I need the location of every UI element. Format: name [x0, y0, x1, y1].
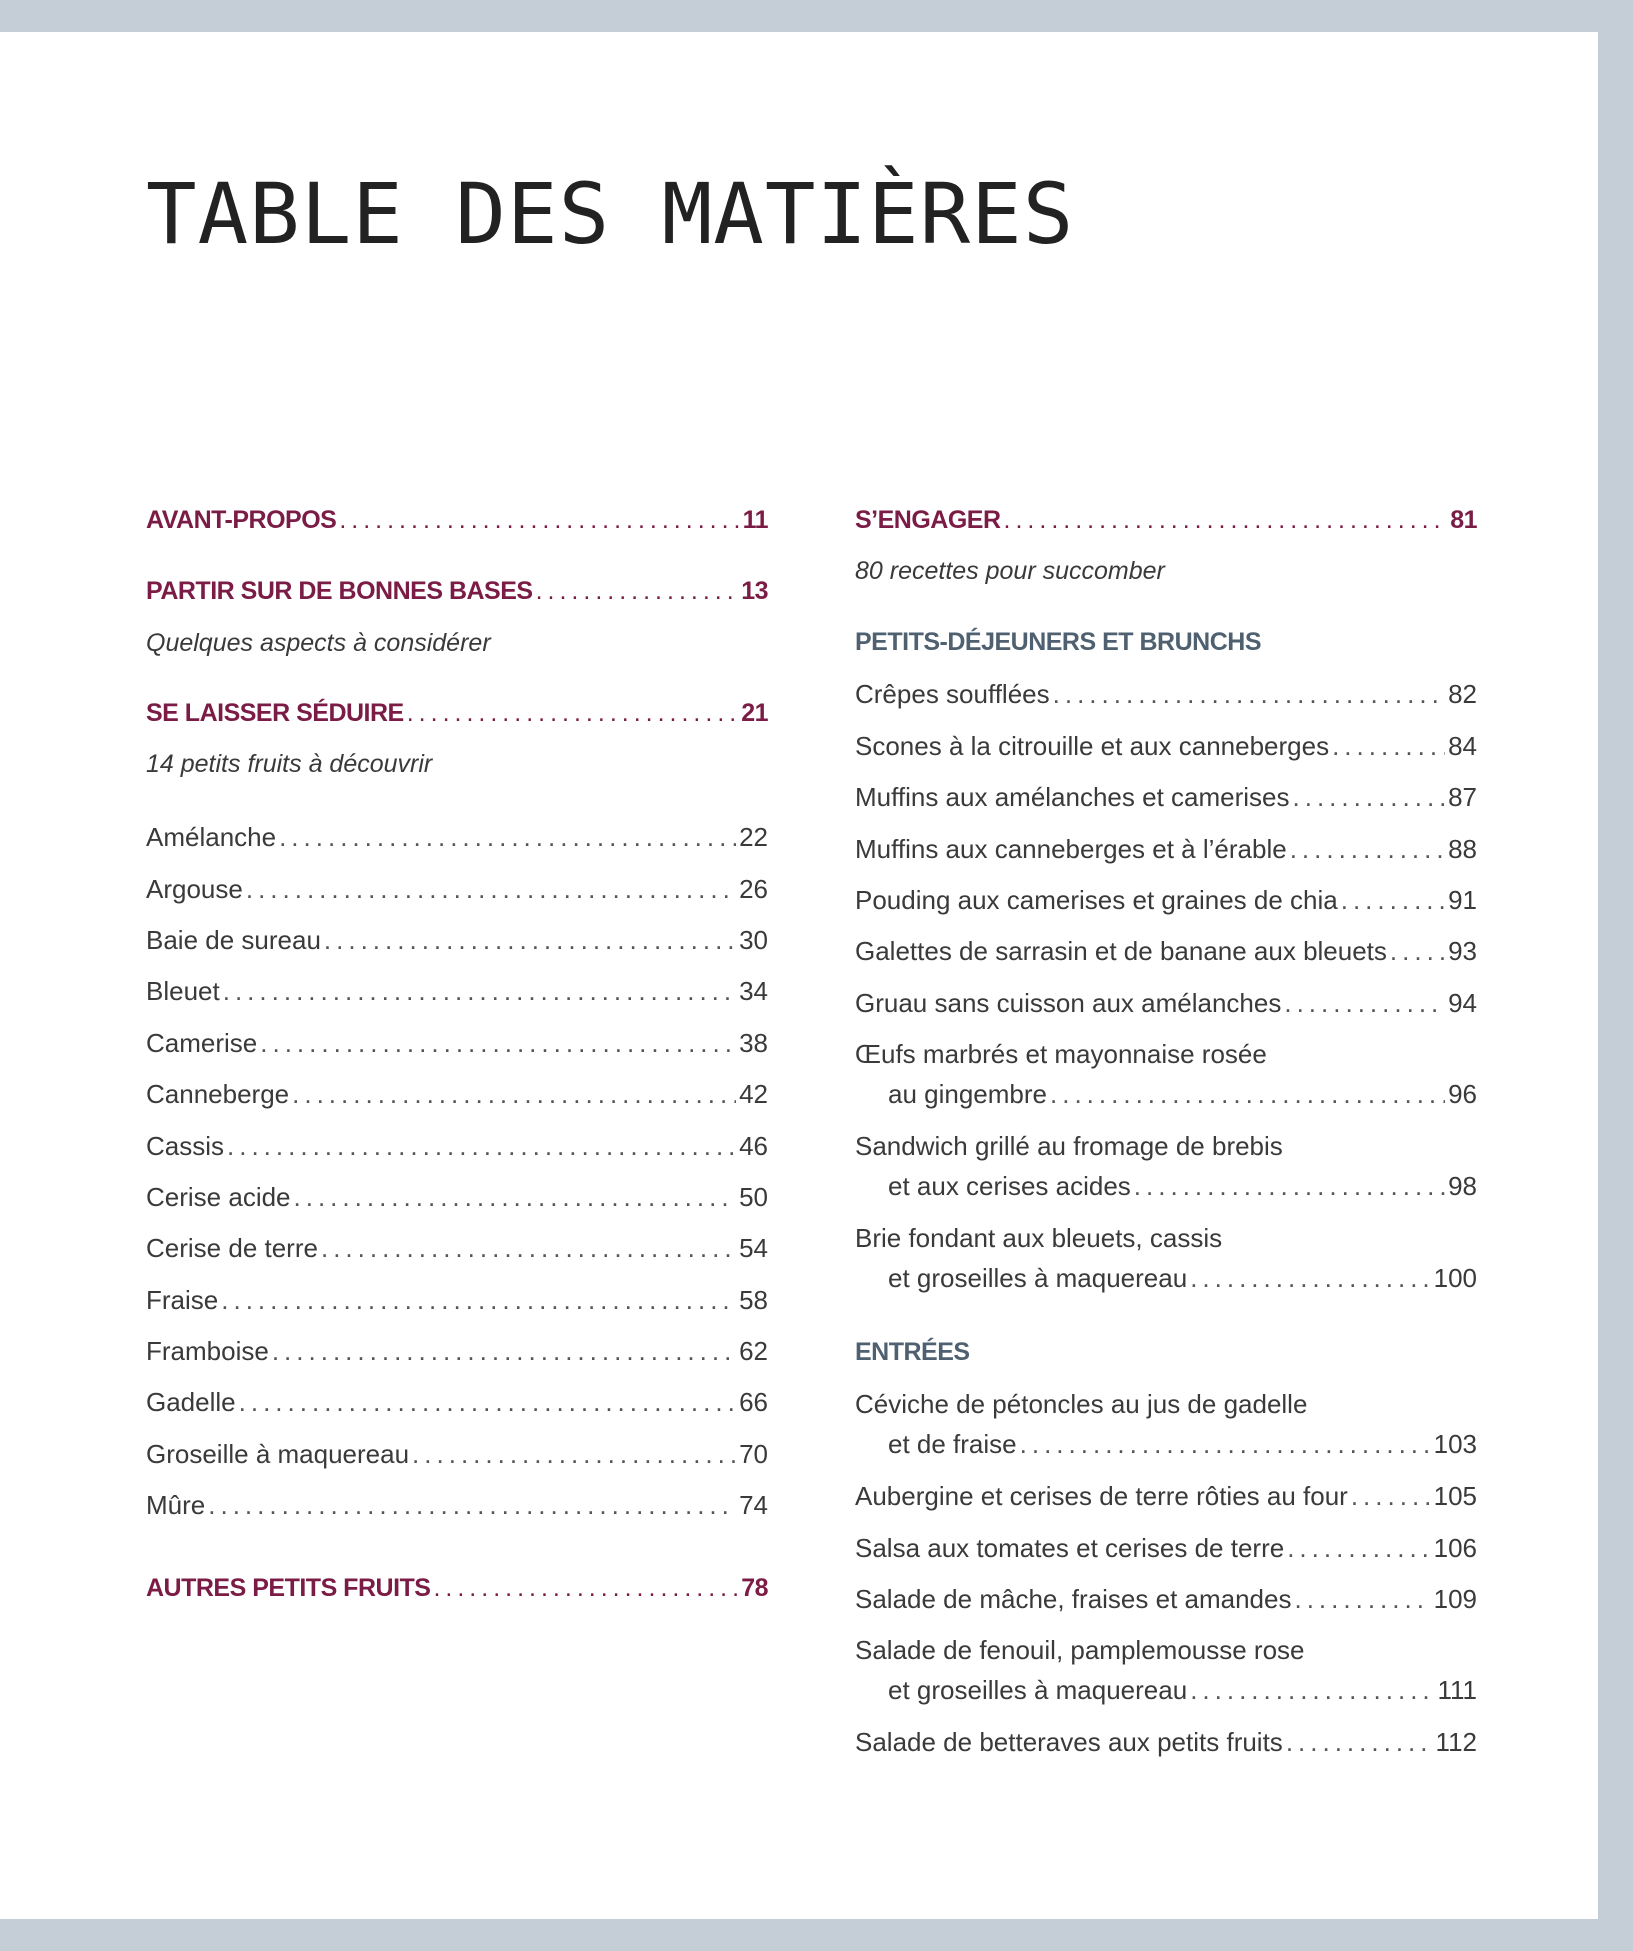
dot-leader	[208, 1489, 736, 1521]
toc-entry-label: Brie fondant aux bleuets, cassis	[855, 1223, 1223, 1254]
toc-entry-label: Cassis	[146, 1130, 225, 1161]
toc-entry-fruit[interactable]	[146, 1232, 768, 1283]
toc-entry-label-continued: et groseilles à maquereau	[888, 1675, 1188, 1706]
toc-entry-label: Cerise acide	[146, 1181, 291, 1212]
dot-leader	[1050, 1078, 1445, 1110]
toc-entry-label-continued: et groseilles à maquereau	[888, 1263, 1188, 1294]
toc-entry-fruit[interactable]	[146, 1078, 768, 1129]
dot-leader	[260, 1027, 736, 1059]
toc-section-subtitle: Quelques aspects à considérer	[146, 628, 491, 657]
toc-page-number: 13	[741, 577, 768, 606]
toc-entry-label: Salade de mâche, fraises et amandes	[855, 1583, 1292, 1614]
toc-entry-label: Scones à la citrouille et aux canneberges	[855, 730, 1330, 761]
dot-leader	[324, 924, 736, 956]
toc-page-number: 46	[739, 1130, 768, 1161]
toc-page-number: 109	[1433, 1583, 1477, 1614]
toc-entry-label: Aubergine et cerises de terre rôties au four	[855, 1481, 1348, 1512]
toc-page-number: 30	[739, 924, 768, 955]
toc-entry-label: Canneberge	[146, 1079, 290, 1110]
toc-page-number: 98	[1448, 1171, 1477, 1202]
toc-page-number: 38	[739, 1027, 768, 1058]
toc-page-number: 111	[1437, 1675, 1477, 1706]
toc-section-autres[interactable]	[146, 1572, 768, 1623]
toc-entry-label: Camerise	[146, 1027, 258, 1058]
toc-right-column	[855, 504, 1477, 1778]
dot-leader	[1134, 1170, 1445, 1202]
toc-entry-label-continued: et aux cerises acides	[888, 1171, 1131, 1202]
dot-leader	[339, 504, 739, 536]
toc-entry-label: Sandwich grillé au fromage de brebis	[855, 1131, 1283, 1162]
toc-page-number: 84	[1448, 730, 1477, 761]
dot-leader	[223, 975, 736, 1007]
dot-leader	[1290, 833, 1445, 865]
toc-page-number: 106	[1433, 1532, 1477, 1563]
dot-leader	[1004, 504, 1448, 536]
toc-page-number: 54	[739, 1233, 768, 1264]
toc-entry-fruit[interactable]	[146, 873, 768, 924]
toc-entry-recipe[interactable]	[855, 935, 1477, 986]
toc-entry-recipe[interactable]	[855, 987, 1477, 1038]
toc-entry-recipe[interactable]	[855, 781, 1477, 832]
dot-leader	[321, 1232, 736, 1264]
toc-entry-fruit[interactable]	[146, 1335, 768, 1386]
toc-entry-fruit[interactable]	[146, 1386, 768, 1437]
toc-entry-recipe[interactable]	[855, 678, 1477, 729]
toc-page-number: 91	[1448, 884, 1477, 915]
dot-leader	[221, 1284, 736, 1316]
toc-page-number: 88	[1448, 833, 1477, 864]
toc-page-number: 26	[739, 873, 768, 904]
toc-entry-label: Pouding aux camerises et graines de chia	[855, 884, 1338, 915]
toc-heading-petits-dejeuners: PETITS-DÉJEUNERS ET BRUNCHS	[855, 628, 1261, 657]
toc-section-avant-propos[interactable]	[146, 504, 768, 555]
dot-leader	[536, 575, 739, 607]
toc-entry-label-continued: au gingembre	[888, 1079, 1047, 1110]
toc-entry-label: Muffins aux canneberges et à l’érable	[855, 833, 1287, 864]
toc-entry-fruit[interactable]	[146, 1284, 768, 1335]
dot-leader	[1053, 678, 1445, 710]
toc-page-number: 112	[1435, 1727, 1477, 1758]
dot-leader	[246, 873, 736, 905]
toc-section-engager[interactable]	[855, 504, 1477, 555]
toc-entry-fruit[interactable]	[146, 975, 768, 1026]
toc-page-number: 94	[1448, 987, 1477, 1018]
toc-entry-label: Cerise de terre	[146, 1233, 318, 1264]
toc-page-number: 81	[1450, 506, 1477, 534]
toc-section-label: PARTIR SUR DE BONNES BASES	[146, 577, 533, 606]
toc-entry-recipe-multiline[interactable]	[855, 1634, 1477, 1726]
toc-section-subtitle: 80 recettes pour succomber	[855, 557, 1165, 586]
toc-entry-fruit[interactable]	[146, 821, 768, 872]
toc-page-number: 62	[739, 1336, 768, 1367]
toc-entry-recipe-multiline[interactable]	[855, 1038, 1477, 1130]
dot-leader	[1190, 1674, 1434, 1706]
toc-entry-fruit[interactable]	[146, 1438, 768, 1489]
toc-entry-recipe[interactable]	[855, 1583, 1477, 1634]
toc-heading-entrees: ENTRÉES	[855, 1338, 970, 1367]
toc-page-number: 105	[1433, 1481, 1477, 1512]
dot-leader	[412, 1438, 736, 1470]
toc-entry-fruit[interactable]	[146, 1027, 768, 1078]
toc-entry-fruit[interactable]	[146, 924, 768, 975]
dot-leader	[1020, 1428, 1431, 1460]
toc-entry-label: Gadelle	[146, 1387, 236, 1418]
toc-entry-label: Œufs marbrés et mayonnaise rosée	[855, 1039, 1267, 1070]
toc-entry-recipe[interactable]	[855, 1726, 1477, 1777]
dot-leader	[294, 1181, 737, 1213]
toc-page-number: 21	[741, 698, 768, 727]
dot-leader	[1286, 1726, 1433, 1758]
dot-leader	[292, 1078, 736, 1110]
dot-leader	[1390, 935, 1445, 967]
toc-entry-label: Bleuet	[146, 976, 220, 1007]
dot-leader	[1332, 730, 1445, 762]
toc-section-subtitle: 14 petits fruits à découvrir	[146, 750, 433, 779]
toc-entry-label: Baie de sureau	[146, 924, 321, 955]
dot-leader	[1351, 1480, 1431, 1512]
toc-entry-recipe[interactable]	[855, 730, 1477, 781]
toc-page-number: 22	[739, 822, 768, 853]
toc-entry-label: Framboise	[146, 1336, 269, 1367]
toc-entry-recipe-multiline[interactable]	[855, 1222, 1477, 1314]
toc-entry-recipe[interactable]	[855, 1532, 1477, 1583]
dot-leader	[1293, 781, 1446, 813]
toc-page-number: 58	[739, 1284, 768, 1315]
toc-entry-fruit[interactable]	[146, 1181, 768, 1232]
toc-entry-label: Muffins aux amélanches et camerises	[855, 782, 1290, 813]
dot-leader	[433, 1572, 738, 1604]
toc-section-label: AVANT-PROPOS	[146, 506, 337, 534]
toc-entry-label: Mûre	[146, 1490, 206, 1521]
toc-section-label: S’ENGAGER	[855, 506, 1001, 534]
toc-page-number: 50	[739, 1181, 768, 1212]
toc-page-number: 11	[742, 506, 768, 534]
toc-page-number: 74	[739, 1490, 768, 1521]
dot-leader	[1294, 1583, 1430, 1615]
toc-section-seduire[interactable]	[146, 697, 768, 748]
toc-entry-label: Argouse	[146, 873, 243, 904]
toc-entry-label: Céviche de pétoncles au jus de gadelle	[855, 1389, 1308, 1420]
toc-page-number: 66	[739, 1387, 768, 1418]
page	[0, 32, 1598, 1919]
dot-leader	[239, 1386, 736, 1418]
page-title: TABLE DES MATIÈRES	[146, 165, 1075, 263]
toc-entry-fruit[interactable]	[146, 1130, 768, 1181]
toc-entry-recipe-multiline[interactable]	[855, 1130, 1477, 1222]
toc-section-label: AUTRES PETITS FRUITS	[146, 1573, 431, 1602]
toc-entry-recipe[interactable]	[855, 884, 1477, 935]
toc-page-number: 78	[741, 1573, 768, 1602]
toc-section-partir[interactable]	[146, 575, 768, 626]
toc-page-number: 96	[1448, 1079, 1477, 1110]
dot-leader	[1287, 1532, 1430, 1564]
toc-entry-fruit[interactable]	[146, 1489, 768, 1540]
toc-entry-label-continued: et de fraise	[888, 1429, 1017, 1460]
toc-page-number: 82	[1448, 679, 1477, 710]
dot-leader	[1190, 1262, 1430, 1294]
toc-entry-label: Fraise	[146, 1284, 219, 1315]
dot-leader	[1341, 884, 1445, 916]
toc-entry-label: Amélanche	[146, 822, 277, 853]
toc-page-number: 87	[1448, 782, 1477, 813]
toc-entry-label: Salade de fenouil, pamplemousse rose	[855, 1635, 1305, 1666]
toc-entry-label: Crêpes soufflées	[855, 679, 1050, 710]
toc-page-number: 93	[1448, 936, 1477, 967]
toc-page-number: 103	[1433, 1429, 1477, 1460]
toc-page-number: 34	[739, 976, 768, 1007]
dot-leader	[1284, 987, 1445, 1019]
toc-left-column	[146, 504, 768, 1623]
dot-leader	[279, 821, 736, 853]
dot-leader	[407, 697, 738, 729]
toc-page-number: 42	[739, 1079, 768, 1110]
toc-entry-recipe[interactable]	[855, 1480, 1477, 1531]
toc-page-number: 70	[739, 1438, 768, 1469]
toc-entry-label: Groseille à maquereau	[146, 1438, 410, 1469]
toc-page-number: 100	[1433, 1263, 1477, 1294]
toc-entry-recipe-multiline[interactable]	[855, 1388, 1477, 1480]
toc-entry-recipe[interactable]	[855, 833, 1477, 884]
toc-entry-label: Salsa aux tomates et cerises de terre	[855, 1532, 1285, 1563]
toc-entry-label: Salade de betteraves aux petits fruits	[855, 1727, 1283, 1758]
toc-entry-label: Gruau sans cuisson aux amélanches	[855, 987, 1282, 1018]
toc-entry-label: Galettes de sarrasin et de banane aux bleuets	[855, 936, 1387, 967]
toc-section-label: SE LAISSER SÉDUIRE	[146, 698, 404, 727]
dot-leader	[272, 1335, 736, 1367]
dot-leader	[227, 1130, 736, 1162]
